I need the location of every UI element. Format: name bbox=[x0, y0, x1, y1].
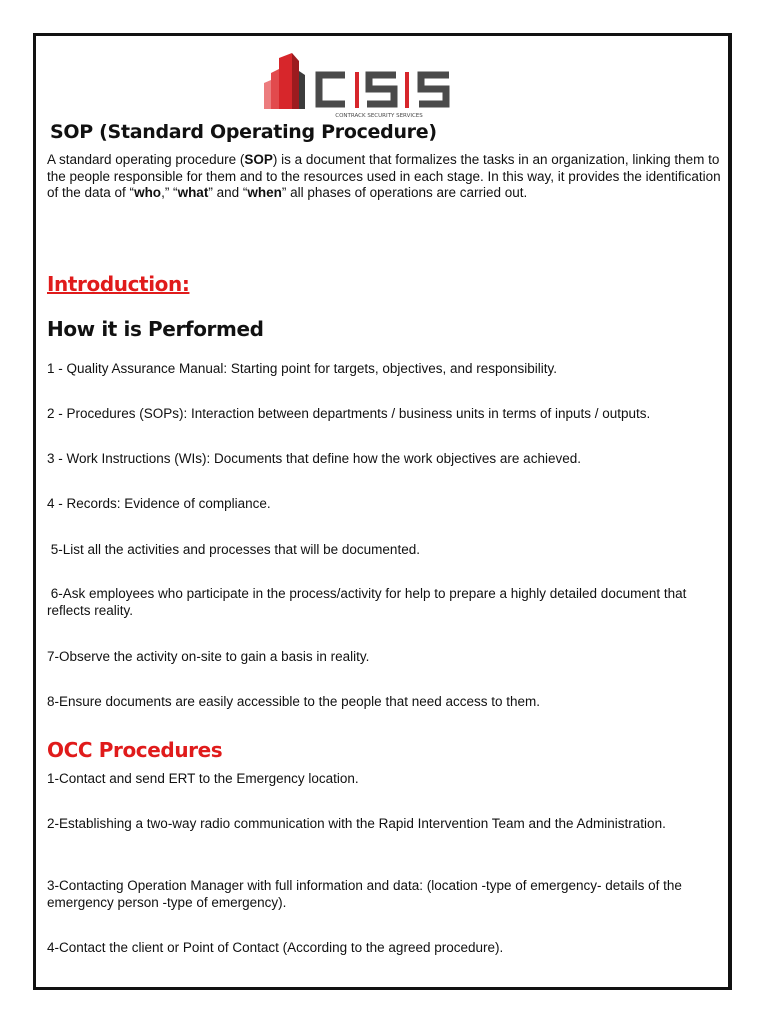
how-item-8: 8-Ensure documents are easily accessible to the people that need access to them. bbox=[47, 694, 541, 709]
how-item-2: 2 - Procedures (SOPs): Interaction between departments / business units in terms of inputs / outputs. bbox=[47, 406, 651, 421]
how-item-3: 3 - Work Instructions (WIs): Documents that define how the work objectives are achieved. bbox=[47, 451, 581, 466]
logo-tagline: CONTRACK SECURITY SERVICES bbox=[335, 113, 423, 119]
occ-item-4: 4-Contact the client or Point of Contact (According to the agreed procedure). bbox=[47, 940, 504, 955]
how-item-4: 4 - Records: Evidence of compliance. bbox=[47, 496, 271, 511]
intro-text-4: ” and “ bbox=[208, 185, 248, 200]
document-page bbox=[33, 33, 732, 990]
intro-text-5: ” all phases of operations are carried out. bbox=[281, 185, 528, 200]
intro-bold-who: who bbox=[134, 185, 162, 200]
how-item-1: 1 - Quality Assurance Manual: Starting point for targets, objectives, and responsibility. bbox=[47, 361, 558, 376]
intro-text-1: A standard operating procedure ( bbox=[47, 152, 245, 167]
introduction-heading: Introduction: bbox=[47, 272, 190, 296]
intro-text-2: ) is a document that formalizes the tasks in an organization, linking them to the people responsible for them and to the resources used in each stage. In this way, it provides the identification of the data of “ bbox=[47, 152, 721, 200]
occ-item-3: 3-Contacting Operation Manager with full information and data: (location -type of emergency- details of the emergency person -type of emergency). bbox=[47, 878, 682, 910]
intro-paragraph bbox=[47, 152, 722, 202]
intro-bold-when: when bbox=[247, 185, 282, 200]
css-logo bbox=[259, 53, 459, 119]
intro-bold-what: what bbox=[177, 185, 209, 200]
how-item-7: 7-Observe the activity on-site to gain a basis in reality. bbox=[47, 649, 370, 664]
logo-swoosh-icon bbox=[264, 53, 305, 109]
how-performed-heading: How it is Performed bbox=[47, 317, 264, 341]
how-item-5: 5-List all the activities and processes that will be documented. bbox=[47, 542, 420, 557]
css-logo-graphic bbox=[259, 53, 459, 119]
intro-bold-sop: SOP bbox=[244, 152, 273, 167]
occ-item-2: 2-Establishing a two-way radio communication with the Rapid Intervention Team and the Administration. bbox=[47, 816, 666, 831]
occ-procedures-heading: OCC Procedures bbox=[47, 738, 223, 762]
document-title: SOP (Standard Operating Procedure) bbox=[50, 121, 437, 143]
occ-item-1: 1-Contact and send ERT to the Emergency location. bbox=[47, 771, 359, 786]
intro-text-3: ,” “ bbox=[161, 185, 178, 200]
how-item-6: 6-Ask employees who participate in the process/activity for help to prepare a highly detailed document that reflects reality. bbox=[47, 586, 691, 618]
